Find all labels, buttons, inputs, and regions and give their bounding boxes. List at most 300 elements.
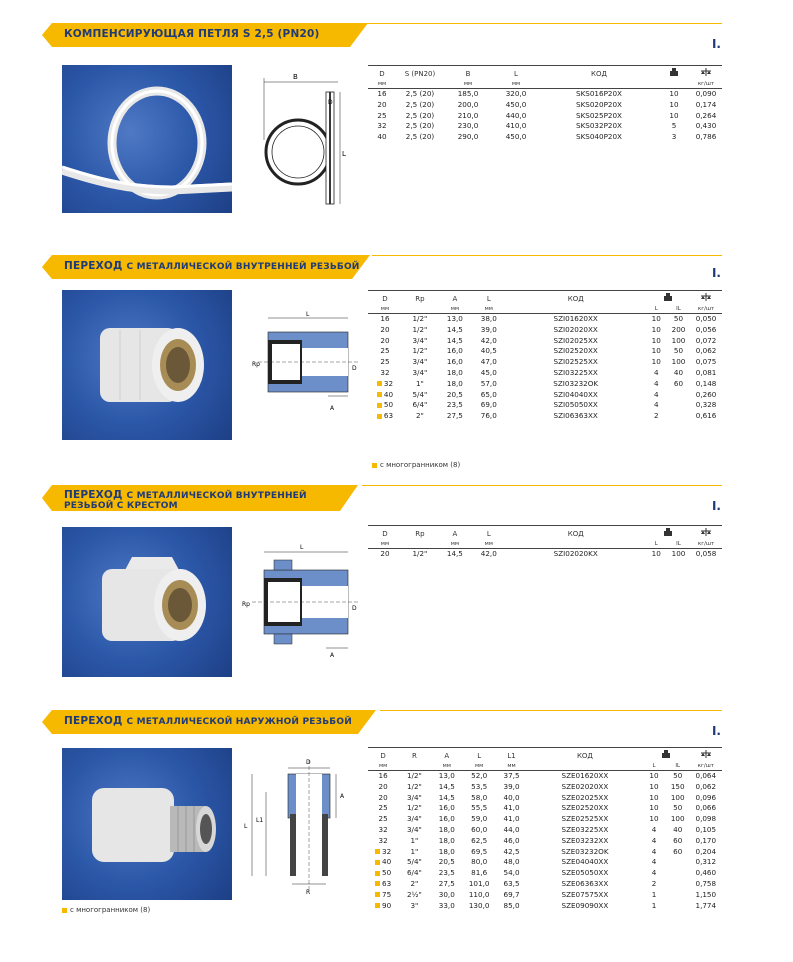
table-cell: 63 — [368, 411, 402, 422]
table-cell: SZE02025XX — [561, 792, 609, 802]
table-cell: 69,5 — [471, 846, 488, 856]
table-cell: 100 — [671, 549, 686, 558]
table-cell: 0,786 — [695, 132, 717, 142]
table-cell: SZI06363XX — [553, 411, 598, 421]
table-cell: 45,0 — [480, 367, 497, 377]
table-cell: 4 — [653, 389, 659, 399]
table-row — [368, 803, 722, 814]
table-cell: SZI02020KX — [553, 549, 598, 558]
table-cell: 50 — [673, 803, 683, 813]
table-cell: 62,5 — [471, 835, 488, 845]
table-cell: 1,774 — [695, 900, 717, 910]
table-cell: SKS040P20X — [576, 132, 622, 142]
table-cell: 48,0 — [503, 857, 520, 867]
table-cell — [666, 901, 690, 912]
table-cell: 0,075 — [695, 357, 717, 367]
table-cell: 20 — [377, 99, 387, 109]
table-cell: 40 — [368, 390, 402, 401]
table-cell: 3/4" — [406, 792, 422, 802]
table-cell: SKS032P20X — [576, 121, 622, 131]
table-cell: 14,5 — [438, 792, 455, 802]
table-cell: SZI02520XX — [553, 346, 598, 356]
table-cell: 52,0 — [471, 771, 488, 780]
polyhedron-marker-icon — [375, 849, 380, 854]
table-cell: 10 — [651, 357, 661, 367]
polyhedron-marker-icon — [375, 881, 380, 886]
table-cell: 41,0 — [503, 814, 520, 824]
table-row — [368, 111, 722, 122]
table-row — [368, 357, 722, 368]
table-cell: 32 — [378, 835, 388, 845]
table-cell: 230,0 — [457, 121, 479, 131]
polyhedron-marker-icon — [375, 892, 380, 897]
svg-text:L: L — [300, 544, 304, 551]
table-cell: 4 — [651, 857, 657, 867]
table-cell: 0,148 — [695, 378, 717, 388]
table-cell: 50 — [673, 314, 684, 323]
table-cell: SZI03232OK — [553, 378, 599, 388]
table-cell: 18,0 — [438, 846, 455, 856]
table-cell: 1 — [651, 900, 657, 910]
table-cell: 16 — [377, 89, 387, 98]
table-cell: 6/4" — [406, 868, 422, 878]
table-cell: 14,5 — [446, 549, 463, 558]
table-cell: 1/2" — [412, 324, 428, 334]
pack-icon — [646, 526, 691, 539]
table-cell: 10 — [649, 781, 659, 791]
table-cell: 0,072 — [695, 335, 717, 345]
table-cell: SZE03232XX — [561, 835, 609, 845]
table-cell: 57,0 — [480, 378, 497, 388]
table-cell: 5/4" — [412, 389, 428, 399]
table-cell: 42,5 — [503, 846, 520, 856]
table-cell: 0,098 — [695, 814, 717, 824]
table-cell: 32 — [368, 379, 402, 390]
table-row — [368, 325, 722, 336]
table-cell: 32 — [377, 121, 387, 131]
table-cell: 2,5 (20) — [405, 99, 435, 109]
polyhedron-marker-icon — [377, 392, 382, 397]
table-cell: 60 — [673, 378, 684, 388]
table-cell: 0,064 — [695, 771, 717, 780]
product-photo-external-thread — [62, 748, 232, 900]
table-cell: 25 — [377, 110, 387, 120]
table-cell: 33,0 — [438, 900, 455, 910]
table-row — [368, 868, 722, 879]
table-cell: 0,056 — [695, 324, 717, 334]
table-cell: 10 — [669, 110, 679, 120]
table-row — [368, 89, 722, 100]
table-cell: 50 — [673, 346, 684, 356]
section-mark: I. — [711, 266, 721, 280]
table-cell: 3/4" — [412, 335, 428, 345]
svg-text:D: D — [352, 605, 357, 612]
table-cell: 10 — [669, 99, 679, 109]
svg-text:A: A — [330, 405, 335, 412]
pack-icon — [658, 66, 690, 79]
table-cell: 3/4" — [406, 824, 422, 834]
table-cell: 1/2" — [412, 549, 428, 558]
table-cell: 2,5 (20) — [405, 89, 435, 98]
product-photo-internal-thread — [62, 290, 232, 440]
table-cell: 1/2" — [412, 314, 428, 323]
table-cell: 13,0 — [438, 771, 455, 780]
table-cell: 50 — [368, 868, 398, 879]
table-cell: 10 — [649, 814, 659, 824]
table-cell: 63 — [368, 879, 398, 890]
table-cell: 60 — [673, 846, 683, 856]
table-cell: 0,312 — [695, 857, 717, 867]
table-cell: 1" — [415, 378, 424, 388]
svg-text:L: L — [244, 823, 248, 830]
table-cell: SZE05050XX — [561, 868, 609, 878]
table-cell: 2 — [651, 878, 657, 888]
table-cell: 210,0 — [457, 110, 479, 120]
table-cell: 450,0 — [505, 132, 527, 142]
table-cell: 0,096 — [695, 792, 717, 802]
table-cell: 10 — [651, 335, 661, 345]
footnote-polyhedron: с многогранником (8) — [62, 906, 150, 914]
table-cell: 18,0 — [438, 835, 455, 845]
table-cell: 39,0 — [503, 781, 520, 791]
table-cell: 3" — [410, 900, 419, 910]
svg-text:A: A — [330, 652, 335, 659]
section-banner-loop — [52, 23, 350, 47]
table-cell — [666, 868, 690, 879]
table-cell: 3/4" — [406, 814, 422, 824]
table-cell: 0,090 — [695, 89, 717, 98]
table-cell: 39,0 — [480, 324, 497, 334]
table-cell: SZE04040XX — [561, 857, 609, 867]
table-cell: SZI02020XX — [553, 324, 598, 334]
table-cell: 10 — [651, 549, 661, 558]
polyhedron-marker-icon — [377, 414, 382, 419]
table-cell: 2,5 (20) — [405, 121, 435, 131]
table-cell: 100 — [671, 357, 686, 367]
table-cell: 0,430 — [695, 121, 717, 131]
table-cell: 80,0 — [471, 857, 488, 867]
table-cell: SZI05050XX — [553, 400, 598, 410]
section-title: КОМПЕНСИРУЮЩАЯ ПЕТЛЯ S 2,5 (PN20) — [64, 28, 320, 40]
weight-icon — [690, 291, 722, 304]
table-cell: SZE01620XX — [561, 771, 609, 780]
table-cell: 16 — [380, 314, 390, 323]
product-photo-cross — [62, 527, 232, 677]
svg-text:R: R — [306, 889, 311, 896]
table-cell: 4 — [651, 868, 657, 878]
table-cell: 4 — [651, 824, 657, 834]
table-cell: 10 — [651, 314, 661, 323]
table-cell: 1 — [651, 889, 657, 899]
table-cell: 0,050 — [695, 314, 717, 323]
table-cell: 4 — [651, 846, 657, 856]
table-cell: 0,105 — [695, 824, 717, 834]
table-cell: 16,0 — [446, 357, 463, 367]
table-cell: 44,0 — [503, 824, 520, 834]
svg-text:Rp: Rp — [242, 601, 250, 608]
section-banner-cross — [52, 485, 340, 511]
table-row — [368, 314, 722, 325]
table-cell: 40 — [377, 132, 387, 142]
svg-text:Rp: Rp — [252, 361, 260, 368]
table-cell: 0,460 — [695, 868, 717, 878]
technical-drawing-external-thread — [244, 752, 364, 902]
svg-text:D: D — [306, 759, 311, 766]
table-cell: 1/2" — [406, 803, 422, 813]
table-row — [368, 782, 722, 793]
table-cell: 0,062 — [695, 346, 717, 356]
table-row — [368, 549, 722, 560]
table-cell: 27,5 — [438, 878, 455, 888]
table-cell: 130,0 — [468, 900, 490, 910]
table-cell: 3/4" — [412, 367, 428, 377]
table-cell: 20 — [378, 792, 388, 802]
table-row — [368, 847, 722, 858]
table-cell: 16 — [378, 771, 388, 780]
dim-label-d: D — [328, 99, 333, 106]
table-cell: 3 — [671, 132, 677, 142]
table-cell: 18,0 — [438, 824, 455, 834]
table-cell: 1,150 — [695, 889, 717, 899]
table-row — [368, 336, 722, 347]
dim-label-b: B — [293, 73, 298, 81]
table-cell: 47,0 — [480, 357, 497, 367]
table-cell: 14,5 — [446, 335, 463, 345]
spec-table-cross: D Rp A L КОД мм мм мм L IL кг/шт 20 1/2" 14,5 42,0 SZI02020KX 10 100 0,058 — [368, 525, 722, 560]
table-cell: SKS020P20X — [576, 99, 622, 109]
table-cell: 100 — [670, 792, 685, 802]
table-cell: 58,0 — [471, 792, 488, 802]
table-cell: 14,5 — [446, 324, 463, 334]
table-cell: 6/4" — [412, 400, 428, 410]
table-cell: 20,5 — [438, 857, 455, 867]
table-row — [368, 121, 722, 132]
technical-drawing-internal-thread — [250, 310, 365, 420]
table-cell: 0,260 — [695, 389, 717, 399]
table-cell: SZE03232OK — [561, 846, 609, 856]
section-mark: I. — [711, 499, 721, 513]
table-cell: 41,0 — [503, 803, 520, 813]
table-row — [368, 890, 722, 901]
table-cell: 54,0 — [503, 868, 520, 878]
table-cell: 0,758 — [695, 878, 717, 888]
table-cell: 25 — [380, 357, 390, 367]
table-cell — [667, 411, 690, 422]
table-cell: 320,0 — [505, 89, 527, 98]
table-cell — [666, 879, 690, 890]
table-cell: SKS025P20X — [576, 110, 622, 120]
table-cell: 32 — [380, 367, 390, 377]
table-cell: 23,5 — [438, 868, 455, 878]
table-cell: 60,0 — [471, 824, 488, 834]
table-cell: 53,5 — [471, 781, 488, 791]
table-cell: 37,5 — [503, 771, 520, 780]
table-cell: 100 — [670, 814, 685, 824]
table-cell: 42,0 — [480, 549, 497, 558]
table-cell: 101,0 — [468, 878, 490, 888]
table-cell: 40 — [368, 857, 398, 868]
table-cell: 85,0 — [503, 900, 520, 910]
table-cell: 1" — [410, 835, 419, 845]
table-cell: 81,6 — [471, 868, 488, 878]
footnote-polyhedron: с многогранником (8) — [372, 461, 460, 469]
table-cell: 0,328 — [695, 400, 717, 410]
weight-icon — [690, 526, 722, 539]
polyhedron-marker-icon — [377, 403, 382, 408]
table-cell: 290,0 — [457, 132, 479, 142]
spec-table-external-thread: D R A L L1 КОД мм мм мм мм L IL кг/шт 16 1/2" 13,0 52,0 37,5 SZE01620XX 10 50 0,064 20 1/2" 14,5 53,5 39,0 SZE02020XX 10 150 0,062 20 3/4" 14,5 58,0 40,0 SZE02025XX 10 100 0,096 25 1/2" 16,0 55,5 41,0 SZE02520XX 10 50 0,066 25 3/4" 16,0 59,0 41,0 SZE02525XX 10 100 0,098 32 3/4" 18,0 60,0 44,0 SZE03225XX 4 40 0,105 32 1" 18,0 62,5 46,0 SZE03232XX 4 60 0,170 32 1" 18,0 69,5 42,5 SZE03232OK 4 60 0,204 40 5/4" 20,5 80,0 48,0 SZE04040XX 4 0,312 50 6/4" 23,5 81,6 54,0 SZE05050XX 4 0,460 63 2" 27,5 101,0 63,5 SZE06363XX 2 0,758 75 2½" 30,0 110,0 69,7 SZE07575XX 1 1,150 90 3" 33,0 130,0 85,0 SZE09090XX 1 1,774 — [368, 747, 722, 911]
table-cell: 10 — [649, 803, 659, 813]
table-cell: 20 — [380, 324, 390, 334]
table-cell: 50 — [368, 400, 402, 411]
table-cell: 4 — [653, 400, 659, 410]
table-cell: 0,204 — [695, 846, 717, 856]
polyhedron-marker-icon — [377, 381, 382, 386]
table-cell: 40,0 — [503, 792, 520, 802]
table-cell: 4 — [653, 367, 659, 377]
table-cell: 0,066 — [695, 803, 717, 813]
col-d: D — [368, 66, 396, 79]
table-row — [368, 132, 722, 143]
section-title: ПЕРЕХОД С МЕТАЛЛИЧЕСКОЙ ВНУТРЕННЕЙ РЕЗЬБОЙ С КРЕСТОМ — [64, 489, 307, 511]
table-cell: 69,0 — [480, 400, 497, 410]
table-cell: 16,0 — [446, 346, 463, 356]
table-cell: 1/2" — [406, 771, 422, 780]
table-cell: 25 — [380, 346, 390, 356]
table-cell: SZE06363XX — [561, 878, 609, 888]
table-cell: 10 — [649, 771, 659, 780]
table-row — [368, 346, 722, 357]
section-mark: I. — [711, 724, 721, 738]
section-banner-external-thread — [52, 710, 358, 734]
table-cell: 14,5 — [438, 781, 455, 791]
spec-table-loop: D S (PN20) B L КОД мм мм мм кг/шт 16 2,5 (20) 185,0 320,0 SKS016P20X 10 0,090 20 2,5 (20) 200,0 450,0 SKS020P20X 10 0,174 25 2,5 (20) 210,0 440,0 SKS025P20X 10 0,264 32 2,5 (20) 230,0 410,0 SKS032P20X 5 0,430 40 2,5 (20) 290,0 450,0 SKS040P20X 3 0,786 — [368, 65, 722, 143]
table-cell: 55,5 — [471, 803, 488, 813]
col-s: S (PN20) — [396, 66, 444, 79]
table-cell: 410,0 — [505, 121, 527, 131]
table-row — [368, 390, 722, 401]
table-row — [368, 793, 722, 804]
table-cell: 13,0 — [446, 314, 463, 323]
table-row — [368, 814, 722, 825]
table-cell — [666, 857, 690, 868]
table-cell: SKS016P20X — [576, 89, 622, 98]
table-row — [368, 411, 722, 422]
table-cell: 32 — [368, 847, 398, 858]
table-cell: 59,0 — [471, 814, 488, 824]
table-cell: 10 — [651, 324, 661, 334]
section-title: ПЕРЕХОД С МЕТАЛЛИЧЕСКОЙ ВНУТРЕННЕЙ РЕЗЬБОЙ — [64, 260, 360, 272]
section-mark: I. — [711, 37, 721, 51]
table-cell: 0,264 — [695, 110, 717, 120]
table-row — [368, 836, 722, 847]
table-cell: 1/2" — [406, 781, 422, 791]
table-cell: 18,0 — [446, 367, 463, 377]
table-cell: 38,0 — [480, 314, 497, 323]
table-cell: 40 — [673, 367, 684, 377]
table-cell: 65,0 — [480, 389, 497, 399]
table-row — [368, 771, 722, 782]
table-row — [368, 379, 722, 390]
table-cell: SZE02020XX — [561, 781, 609, 791]
col-l: L — [492, 66, 540, 79]
table-row — [368, 400, 722, 411]
table-cell: 10 — [649, 792, 659, 802]
table-cell: 4 — [653, 378, 659, 388]
table-cell: 3/4" — [412, 357, 428, 367]
table-cell: 185,0 — [457, 89, 479, 98]
table-cell: 200 — [671, 324, 686, 334]
table-cell: 23,5 — [446, 400, 463, 410]
weight-icon — [690, 66, 722, 79]
col-code: КОД — [540, 66, 658, 79]
polyhedron-marker-icon — [375, 871, 380, 876]
table-row — [368, 100, 722, 111]
table-row — [368, 879, 722, 890]
table-cell: 150 — [670, 781, 685, 791]
table-cell: 16,0 — [438, 803, 455, 813]
table-cell: 16,0 — [438, 814, 455, 824]
table-cell: SZI03225XX — [553, 367, 598, 377]
table-cell — [667, 400, 690, 411]
table-cell: 2" — [410, 878, 419, 888]
table-cell: 2½" — [406, 889, 422, 899]
col-b: B — [444, 66, 492, 79]
table-cell: SZI02525XX — [553, 357, 598, 367]
table-cell: 63,5 — [503, 878, 520, 888]
table-cell: 60 — [673, 835, 683, 845]
technical-drawing-cross — [240, 540, 370, 660]
table-cell: 450,0 — [505, 99, 527, 109]
table-cell: 110,0 — [468, 889, 490, 899]
table-cell: 2,5 (20) — [405, 132, 435, 142]
table-cell: 0,616 — [695, 411, 717, 421]
table-cell: 4 — [651, 835, 657, 845]
table-cell: SZE03225XX — [561, 824, 609, 834]
spec-table-internal-thread: D Rp A L КОД мм мм мм L IL кг/шт 16 1/2" 13,0 38,0 SZI01620XX 10 50 0,050 20 1/2" 14,5 39,0 SZI02020XX 10 200 0,056 20 3/4" 14,5 42,0 SZI02025XX 10 100 0,072 25 1/2" 16,0 40,5 SZI02520XX 10 50 0,062 25 3/4" 16,0 47,0 SZI02525XX 10 100 0,075 32 3/4" 18,0 45,0 SZI03225XX 4 40 0,081 32 1" 18,0 57,0 SZI03232OK 4 60 0,148 40 5/4" 20,5 65,0 SZI04040XX 4 0,260 50 6/4" 23,5 69,0 SZI05050XX 4 0,328 63 2" 27,5 76,0 SZI06363XX 2 0,616 — [368, 290, 722, 422]
table-row — [368, 368, 722, 379]
dim-label-l: L — [342, 150, 346, 158]
table-cell: 5/4" — [406, 857, 422, 867]
table-cell: 0,081 — [695, 367, 717, 377]
table-cell: 30,0 — [438, 889, 455, 899]
table-cell: 75 — [368, 890, 398, 901]
table-cell: 0,058 — [695, 549, 717, 558]
table-cell: 20 — [380, 335, 390, 345]
technical-drawing-loop — [258, 70, 350, 210]
table-cell: 25 — [378, 814, 388, 824]
table-cell: 40 — [673, 824, 683, 834]
table-cell: 90 — [368, 901, 398, 912]
table-cell: SZI01620XX — [553, 314, 598, 323]
table-row — [368, 901, 722, 912]
table-cell: 76,0 — [480, 411, 497, 421]
table-cell: 2 — [653, 411, 659, 421]
table-cell: SZE09090XX — [561, 900, 609, 910]
table-cell: 32 — [378, 824, 388, 834]
weight-icon — [690, 748, 722, 761]
polyhedron-marker-icon — [375, 860, 380, 865]
section-title: ПЕРЕХОД С МЕТАЛЛИЧЕСКОЙ НАРУЖНОЙ РЕЗЬБОЙ — [64, 715, 352, 727]
svg-text:D: D — [352, 365, 357, 372]
table-cell: 200,0 — [457, 99, 479, 109]
table-cell: 69,7 — [503, 889, 520, 899]
table-cell: SZE02525XX — [561, 814, 609, 824]
table-cell — [666, 890, 690, 901]
table-row — [368, 857, 722, 868]
svg-text:L1: L1 — [256, 817, 264, 824]
table-cell: 10 — [651, 346, 661, 356]
